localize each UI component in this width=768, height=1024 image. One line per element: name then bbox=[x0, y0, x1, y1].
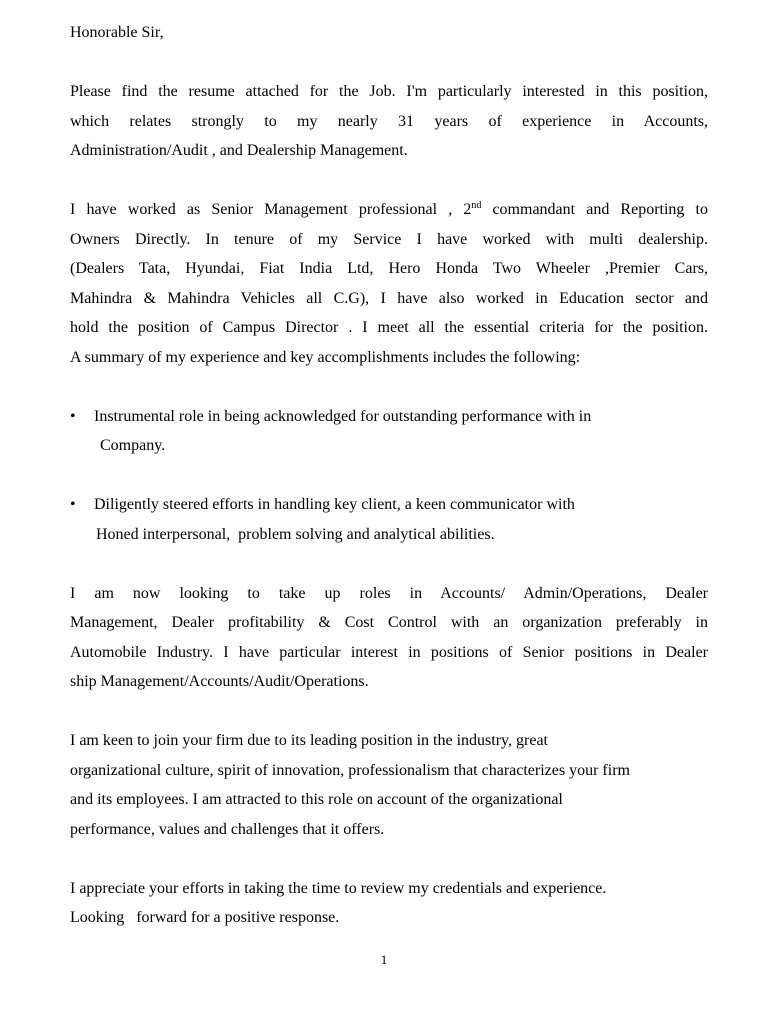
bullet-mark: • bbox=[70, 407, 76, 425]
paragraph-gap bbox=[70, 166, 708, 196]
text-line-with-superscript bbox=[70, 195, 708, 225]
text-line: I am keen to join your firm due to its leading position in the industry, great bbox=[70, 732, 548, 749]
paragraph-gap bbox=[70, 844, 708, 874]
bullet-continuation: Honed interpersonal, problem solving and analytical abilities. bbox=[96, 525, 495, 543]
text-line: organizational culture, spirit of innovation, professionalism that characterizes your firm bbox=[70, 761, 630, 779]
paragraph-intro bbox=[70, 77, 708, 166]
paragraph-gap bbox=[70, 48, 708, 78]
text-line: I am now looking to take up roles in Accounts/ Admin/Operations, Dealer bbox=[70, 584, 708, 602]
bullet-line bbox=[70, 490, 708, 520]
text-line: Owners Directly. In tenure of my Service I have worked with multi dealership. bbox=[70, 230, 708, 248]
bullet-line bbox=[70, 402, 708, 432]
cover-letter-body bbox=[70, 18, 708, 933]
text-line: and its employees. I am attracted to this role on account of the organizational bbox=[70, 791, 563, 808]
ordinal-superscript: nd bbox=[471, 200, 482, 211]
paragraph-closing bbox=[70, 874, 708, 933]
text-line: Please find the resume attached for the Job. I'm particularly interested in this position, bbox=[70, 83, 708, 100]
text-line: I appreciate your efforts in taking the time to review my credentials and experience. bbox=[70, 879, 607, 897]
bullet-text: Diligently steered efforts in handling key client, a keen communicator with bbox=[94, 496, 575, 513]
bullet-mark: • bbox=[70, 496, 76, 513]
text-line: Looking forward for a positive response. bbox=[70, 909, 340, 926]
text-line: (Dealers Tata, Hyundai, Fiat India Ltd, Hero Honda Two Wheeler ,Premier Cars, bbox=[70, 260, 708, 277]
text-line: A summary of my experience and key accomplishments includes the following: bbox=[70, 348, 581, 366]
paragraph-goals bbox=[70, 579, 708, 697]
bullet-item bbox=[70, 402, 708, 461]
bullet-text: Instrumental role in being acknowledged for outstanding performance with in bbox=[94, 407, 592, 425]
text-line: Management, Dealer profitability & Cost Control with an organization preferably in bbox=[70, 614, 708, 631]
paragraph-motivation bbox=[70, 726, 708, 844]
text-line: Automobile Industry. I have particular interest in positions of Senior positions in Dealer bbox=[70, 643, 708, 661]
paragraph-experience bbox=[70, 195, 708, 372]
paragraph-gap bbox=[70, 461, 708, 491]
text-line: performance, values and challenges that it offers. bbox=[70, 820, 385, 838]
text-line: Mahindra & Mahindra Vehicles all C.G), I have also worked in Education sector and bbox=[70, 289, 708, 307]
page-number: 1 bbox=[380, 952, 388, 967]
paragraph-gap bbox=[70, 697, 708, 727]
text-line: hold the position of Campus Director . I meet all the essential criteria for the position. bbox=[70, 319, 708, 336]
text-line: Administration/Audit , and Dealership Management. bbox=[70, 142, 408, 159]
paragraph-gap bbox=[70, 549, 708, 579]
bullet-item bbox=[70, 490, 708, 549]
paragraph-gap bbox=[70, 372, 708, 402]
text-line: which relates strongly to my nearly 31 years of experience in Accounts, bbox=[70, 112, 708, 130]
text-line: ship Management/Accounts/Audit/Operations. bbox=[70, 673, 369, 690]
bullet-continuation: Company. bbox=[100, 437, 166, 454]
salutation: Honorable Sir, bbox=[70, 24, 164, 41]
text-segment: commandant and Reporting to bbox=[481, 201, 708, 218]
text-segment: I have worked as Senior Management professional , 2 bbox=[70, 201, 472, 218]
